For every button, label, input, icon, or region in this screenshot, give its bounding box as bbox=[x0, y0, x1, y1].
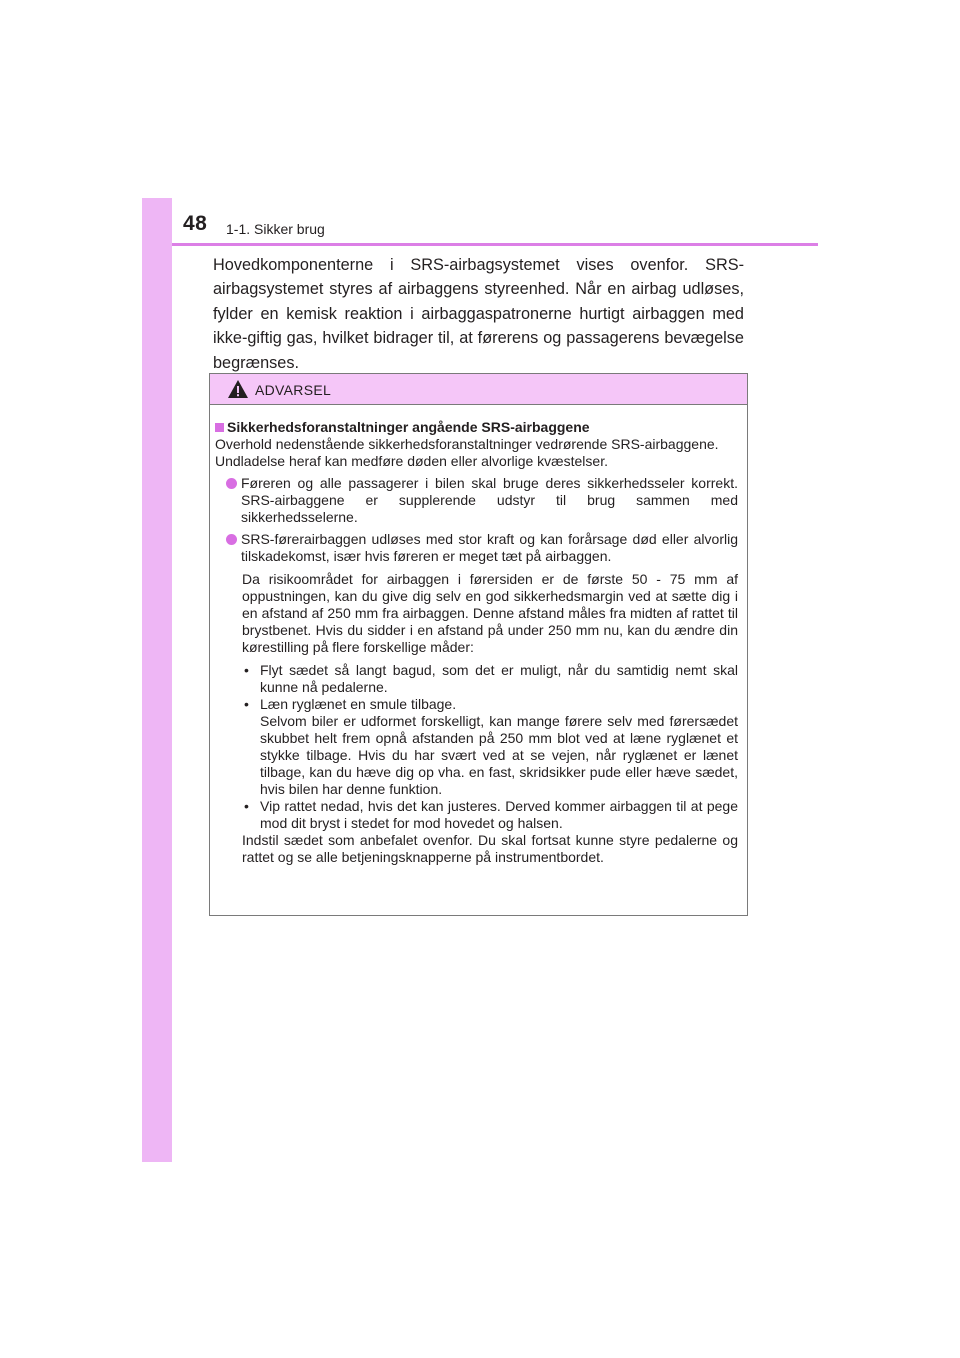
bullet-text: SRS-førerairbaggen udløses med stor kraft og kan forårsage død eller alvorlig tilskadekomst, især hvis føreren er meget tæt på airbaggen. bbox=[241, 531, 738, 564]
warning-heading bbox=[215, 419, 738, 436]
header-rule bbox=[172, 243, 818, 246]
warning-triangle-icon bbox=[227, 379, 249, 399]
warning-intro-1: Overhold nedenstående sikkerhedsforanstaltninger vedrørende SRS-airbaggene. bbox=[215, 436, 719, 452]
circle-bullet-icon bbox=[226, 478, 237, 489]
intro-paragraph: Hovedkomponenterne i SRS-airbagsystemet vises ovenfor. SRS-airbagsystemet styres af airbaggens styreenhed. Når en airbag udløses, fylder en kemisk reaktion i airbaggaspatronerne hurtigt airbaggen med ikke-giftig gas, hvilket bidrager til, at førerens og passagerens bevægelse begrænses. bbox=[213, 256, 744, 372]
adjustment-list bbox=[242, 662, 738, 832]
item-text: Læn ryglænet en smule tilbage. bbox=[260, 696, 457, 712]
list-marker: • bbox=[244, 798, 249, 814]
list-text bbox=[260, 798, 738, 832]
list-item bbox=[226, 475, 738, 526]
list-marker: • bbox=[244, 662, 249, 678]
warning-body bbox=[210, 405, 747, 866]
list-marker: • bbox=[244, 696, 249, 712]
square-bullet-icon bbox=[215, 423, 224, 432]
detail-paragraph: Da risikoområdet for airbaggen i førersiden er de første 50 - 75 mm af oppustningen, kan du give dig selv en god sikkerhedsmargin ved at sætte dig i en afstand af 250 mm fra airbaggen. Denne afstand måles fra midten af rattet til brystbenet. Hvis du sidder i en afstand på under 250 mm nu, kan du ændre din kørestilling på flere forskellige måder: bbox=[242, 571, 738, 655]
item-extra-text: Selvom biler er udformet forskelligt, kan mange førere selv med førersædet skubbet helt frem opnå afstanden på 250 mm blot ved at læne ryglænet et stykke tilbage. Hvis du har svært ved at se vejen, når ryglænet er lænet tilbage, kan du hæve dig op vha. en fast, skridsikker pude eller hæve sædet, hvis bilen har denne funktion. bbox=[260, 713, 738, 797]
warning-header bbox=[210, 374, 747, 405]
warning-heading-text: Sikkerhedsforanstaltninger angående SRS-airbaggene bbox=[227, 419, 590, 435]
warning-box bbox=[209, 373, 748, 916]
closing-paragraph: Indstil sædet som anbefalet ovenfor. Du skal fortsat kunne styre pedalerne og rattet og se alle betjeningsknapperne på instrumentbordet. bbox=[242, 832, 738, 865]
circle-bullet-icon bbox=[226, 534, 237, 545]
item-text: Flyt sædet så langt bagud, som det er muligt, når du samtidig nemt skal kunne nå pedalerne. bbox=[260, 662, 738, 695]
list-item bbox=[242, 696, 738, 798]
list-text bbox=[260, 662, 738, 696]
side-tab-band bbox=[142, 198, 172, 1162]
item-text: Vip rattet nedad, hvis det kan justeres. Derved kommer airbaggen til at pege mod dit bryst i stedet for mod hovedet og halsen. bbox=[260, 798, 738, 831]
bullet-text: Føreren og alle passagerer i bilen skal bruge deres sikkerhedsseler korrekt. SRS-airbaggene er supplerende udstyr til brug sammen med sikkerhedsselerne. bbox=[241, 475, 738, 525]
list-item bbox=[242, 798, 738, 832]
list-text bbox=[260, 696, 738, 798]
list-item bbox=[242, 662, 738, 696]
list-item bbox=[226, 531, 738, 565]
warning-label: ADVARSEL bbox=[255, 382, 332, 398]
page-number: 48 bbox=[183, 212, 208, 235]
section-title: 1-1. Sikker brug bbox=[226, 221, 325, 237]
warning-intro-2: Undladelse heraf kan medføre døden eller alvorlige kvæstelser. bbox=[215, 453, 608, 469]
